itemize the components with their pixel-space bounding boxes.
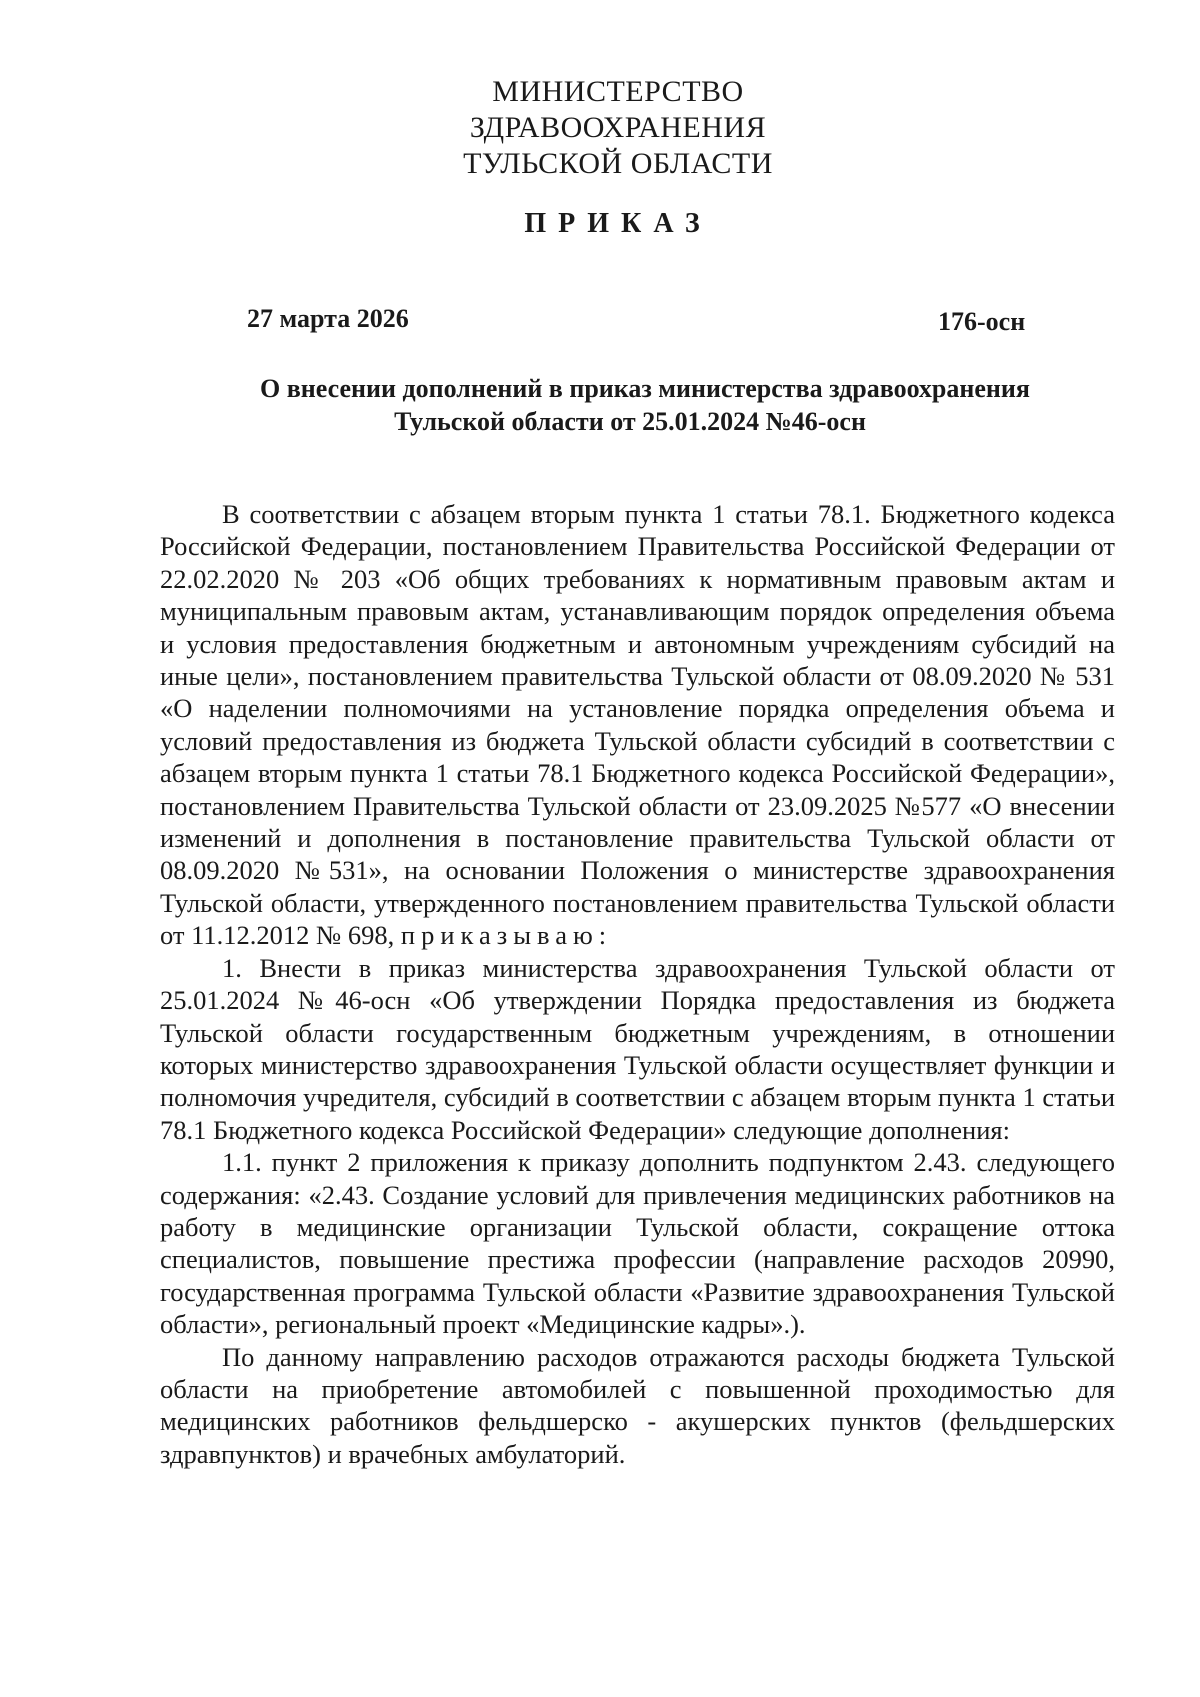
item-1-paragraph: 1. Внести в приказ министерства здравоохранения Тульской области от 25.01.2024 №46-осн «Об утверждении Порядка предоставления из бюджета Тульской области государственным бюджетным учреждениям, в отношении которых министерство здравоохранения Тульской области осуществляет функции и полномочия учредителя, субсидий в соответствии с абзацем вторым пункта 1 статьи 78.1 Бюджетного кодекса Российской Федерации» следующие дополнения: <box>160 952 1115 1145</box>
preamble-paragraph <box>160 498 1115 952</box>
preamble-text: В соответствии с абзацем вторым пункта 1 статьи 78.1. Бюджетного кодекса Российской Федерации, постановлением Правительства Российской Федерации от 22.02.2020 № 203 «Об общих требованиях к нормативным правовым актам и муниципальным правовым актам, устанавливающим порядок определения объема и условия предоставления бюджетным и автономным учреждениям субсидий на иные цели», постановлением правительства Тульской области от 08.09.2020 № 531 «О наделении полномочиями на установление порядка определения объема и условий предоставления из бюджета Тульской области субсидий в соответствии с абзацем вторым пункта 1 статьи 78.1 Бюджетного кодекса Российской Федерации», постановлением Правительства Тульской области от 23.09.2025 №577 «О внесении изменений и дополнения в постановление правительства Тульской области от 08.09.2020 №531», на основании Положения о министерстве здравоохранения Тульской области, утвержденного постановлением правительства Тульской области от 11.12.2012 № 698, <box>160 499 1115 951</box>
orders-word: приказываю: <box>400 920 613 951</box>
item-1-1-paragraph: 1.1. пункт 2 приложения к приказу дополнить подпунктом 2.43. следующего содержания: «2.43. Создание условий для привлечения медицинских работников на работу в медицинские организации Тульской области, сокращение оттока специалистов, повышение престижа профессии (направление расходов 20990, государственная программа Тульской области «Развитие здравоохранения Тульской области», региональный проект «Медицинские кадры».). <box>160 1147 1115 1340</box>
ministry-name <box>18 74 1200 182</box>
order-number: 176-осн <box>938 307 1026 336</box>
order-body <box>160 498 1115 1470</box>
direction-paragraph: По данному направлению расходов отражаются расходы бюджета Тульской области на приобретение автомобилей с повышенной проходимостью для медицинских работников фельдшерско - акушерских пунктов (фельдшерских здравпунктов) и врачебных амбулаторий. <box>160 1341 1115 1469</box>
order-date: 27 марта 2026 <box>247 304 409 333</box>
subject-line-2: Тульской области от 25.01.2024 №46-осн <box>394 407 866 436</box>
subject-line-1: О внесении дополнений в приказ министерства здравоохранения <box>260 374 1030 403</box>
ministry-line-2: ЗДРАВООХРАНЕНИЯ <box>469 111 767 144</box>
ministry-line-1: МИНИСТЕРСТВО <box>492 75 744 108</box>
order-title: ПРИКАЗ <box>524 208 712 239</box>
order-subject <box>0 372 1200 438</box>
ministry-line-3: ТУЛЬСКОЙ ОБЛАСТИ <box>463 147 773 180</box>
